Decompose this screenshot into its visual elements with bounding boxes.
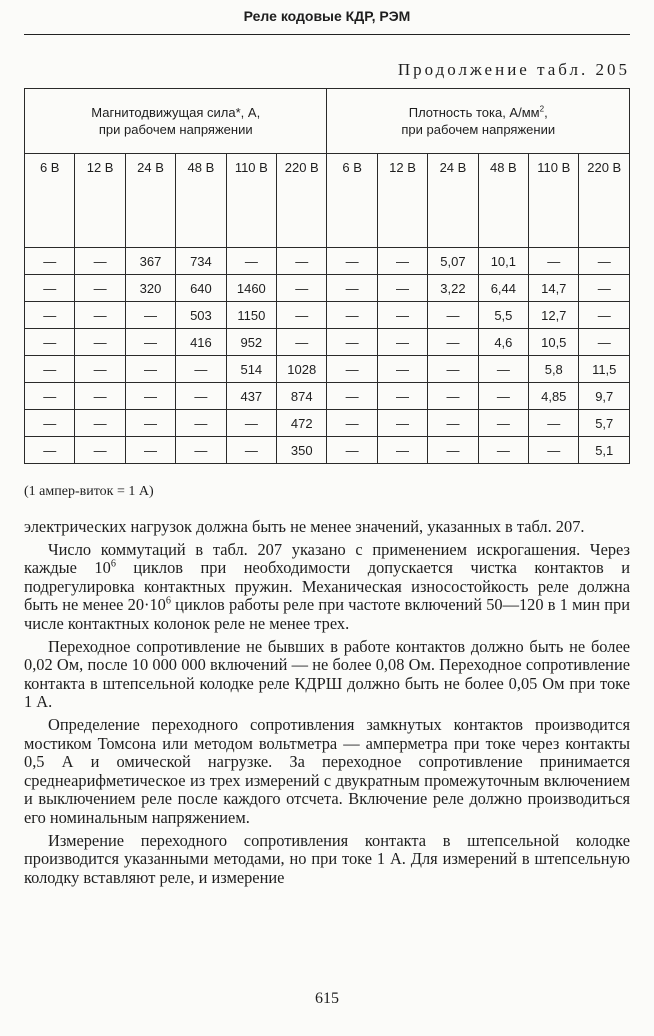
table-cell: 503 (176, 302, 226, 329)
table-cell: — (25, 356, 75, 383)
table-cell: 350 (277, 437, 327, 464)
paragraph-2-part-a: Число коммутаций в табл. 207 указано с применением искрогашения. Через каждые 10 (24, 539, 630, 578)
table-cell: — (75, 437, 125, 464)
table-cell: 1460 (226, 275, 276, 302)
table-cell: — (277, 248, 327, 275)
table-cell: — (478, 410, 528, 437)
table-cell: 5,7 (579, 410, 630, 437)
table-cell: 514 (226, 356, 276, 383)
table-cell: — (529, 248, 579, 275)
table-cell: 320 (125, 275, 175, 302)
table-cell: — (25, 248, 75, 275)
table-cell: — (75, 356, 125, 383)
data-table (24, 88, 630, 464)
table-cell: — (277, 329, 327, 356)
table-cell: — (327, 329, 377, 356)
table-cell: — (176, 437, 226, 464)
table-row (25, 437, 630, 464)
table-cell: 4,6 (478, 329, 528, 356)
table-cell: — (176, 356, 226, 383)
table-cell: — (428, 356, 478, 383)
group-header-mmf (25, 89, 327, 154)
table-cell: — (428, 329, 478, 356)
table-cell: 416 (176, 329, 226, 356)
table-cell: 472 (277, 410, 327, 437)
unit-header-cell: 24 В (125, 154, 175, 248)
table-cell: 3,22 (428, 275, 478, 302)
table-row (25, 248, 630, 275)
table-cell: — (377, 437, 427, 464)
table-cell: — (579, 302, 630, 329)
table-cell: — (377, 248, 427, 275)
table-cell: — (125, 383, 175, 410)
paragraph-3: Переходное сопротивление не бывших в работе контактов должно быть не более 0,02 Ом, после 10 000 000 включений — не более 0,08 Ом. Переходное сопротивление контакта в штепсельной колодке реле КДРШ должно быть не более 0,05 Ом при токе 1 А. (24, 636, 630, 712)
table-cell: — (75, 329, 125, 356)
table-cell: — (428, 383, 478, 410)
paragraph-2-sup-1: 6 (110, 558, 116, 570)
table-cell: — (25, 302, 75, 329)
body-text (24, 518, 630, 891)
table-cell: — (377, 329, 427, 356)
group-header-density-comma: , (544, 105, 548, 120)
table-cell: — (327, 410, 377, 437)
table-row (25, 356, 630, 383)
paragraph-2 (24, 541, 630, 634)
paragraph-2-sup-2: 6 (165, 595, 171, 607)
table-row (25, 383, 630, 410)
table-cell: — (75, 410, 125, 437)
table-cell: — (579, 275, 630, 302)
table-cell: 6,44 (478, 275, 528, 302)
table-row (25, 275, 630, 302)
table-cell: 5,5 (478, 302, 528, 329)
table-cell: 11,5 (579, 356, 630, 383)
table-cell: 9,7 (579, 383, 630, 410)
table-cell: 367 (125, 248, 175, 275)
table-cell: — (529, 410, 579, 437)
table-cell: — (327, 383, 377, 410)
unit-header-cell: 220 В (579, 154, 630, 248)
table-cell: — (377, 302, 427, 329)
group-header-density-sup: 2 (539, 104, 545, 114)
table-cell: — (377, 410, 427, 437)
table-cell: — (75, 248, 125, 275)
table-cell: — (25, 329, 75, 356)
group-header-current-density (327, 89, 630, 154)
unit-header-cell: 6 В (25, 154, 75, 248)
table-cell: — (226, 437, 276, 464)
table-cell: 952 (226, 329, 276, 356)
table-cell: — (277, 275, 327, 302)
table-cell: 734 (176, 248, 226, 275)
table-units-row (25, 154, 630, 248)
group-header-density-line2: при рабочем напряжении (401, 122, 556, 137)
table-cell: — (75, 383, 125, 410)
table-cell: — (125, 410, 175, 437)
table-cell: — (327, 302, 377, 329)
table-cell: — (226, 410, 276, 437)
table-cell: — (125, 329, 175, 356)
table-row (25, 302, 630, 329)
table-cell: 12,7 (529, 302, 579, 329)
unit-header-cell: 48 В (176, 154, 226, 248)
table-cell: 1028 (277, 356, 327, 383)
table-cell: — (529, 437, 579, 464)
unit-header-cell: 110 В (226, 154, 276, 248)
table-cell: — (579, 248, 630, 275)
table-cell: — (25, 383, 75, 410)
table-cell: — (125, 356, 175, 383)
table-cell: 14,7 (529, 275, 579, 302)
table-cell: — (327, 356, 377, 383)
table-cell: — (377, 275, 427, 302)
table-body (25, 248, 630, 464)
table-cell: — (327, 437, 377, 464)
running-head: Реле кодовые КДР, РЭМ (243, 8, 411, 24)
table-row (25, 329, 630, 356)
table-cell: — (277, 302, 327, 329)
table-cell: — (377, 383, 427, 410)
unit-header-cell: 110 В (529, 154, 579, 248)
paragraph-1: электрических нагрузок должна быть не менее значений, указанных в табл. 207. (24, 517, 585, 536)
table-cell: 10,5 (529, 329, 579, 356)
unit-header-cell: 220 В (277, 154, 327, 248)
table-cell: 1150 (226, 302, 276, 329)
paragraph-5: Измерение переходного сопротивления контакта в штепсельной колодке производится указанными методами, но при токе 1 А. Для измерений в штепсельную колодку вставляют реле, и измерение (24, 830, 630, 887)
table-cell: — (25, 437, 75, 464)
group-header-mmf-line2: при рабочем напряжении (98, 122, 253, 137)
table-cell: — (176, 410, 226, 437)
table-cell: — (125, 437, 175, 464)
table-cell: 5,8 (529, 356, 579, 383)
table-cell: 874 (277, 383, 327, 410)
unit-header-cell: 6 В (327, 154, 377, 248)
table-cell: — (75, 302, 125, 329)
table-cell: — (25, 275, 75, 302)
header-rule (24, 34, 630, 35)
table-cell: — (226, 248, 276, 275)
table-cell: — (579, 329, 630, 356)
table-cell: — (478, 383, 528, 410)
table-group-header-row (25, 89, 630, 154)
table-cell: — (176, 383, 226, 410)
unit-header-cell: 24 В (428, 154, 478, 248)
unit-header-cell: 12 В (75, 154, 125, 248)
table-cell: 640 (176, 275, 226, 302)
table-cell: — (428, 302, 478, 329)
table-continuation-label: Продолжение табл. 205 (397, 60, 630, 79)
table-cell: 437 (226, 383, 276, 410)
table-cell: — (125, 302, 175, 329)
page-number: 615 (315, 990, 339, 1007)
table-cell: — (478, 437, 528, 464)
group-header-mmf-line1: Магнитодвижущая сила*, А, (91, 105, 261, 120)
table-cell: — (25, 410, 75, 437)
unit-header-cell: 12 В (377, 154, 427, 248)
unit-header-cell: 48 В (478, 154, 528, 248)
table-cell: — (377, 356, 427, 383)
paragraph-2-part-b: циклов при необходимости допускается чистка контактов и подрегулировка контактных пружин. Механическая износостойкость реле должна быть не менее 20·10 (24, 558, 630, 615)
table-row (25, 410, 630, 437)
paragraph-2-part-c: циклов работы реле при частоте включений 50—120 в 1 мин при числе контактных колонок реле не менее трех. (24, 595, 630, 633)
table-cell: 10,1 (478, 248, 528, 275)
table-cell: 5,1 (579, 437, 630, 464)
table-cell: — (327, 248, 377, 275)
footnote: (1 ампер-виток = 1 А) (24, 484, 154, 499)
paragraph-4: Определение переходного сопротивления замкнутых контактов производится мостиком Томсона или методом вольтметра — амперметра при токе через контакты 0,5 А и омической нагрузке. За переходное сопротивление принимается среднеарифметическое из трех измерений с двукратным промежуточным включением и выключением реле после каждого отсчета. Включение реле должно производиться его номинальным напряжением. (24, 714, 630, 827)
table-cell: 5,07 (428, 248, 478, 275)
table-cell: — (428, 437, 478, 464)
table-cell: 4,85 (529, 383, 579, 410)
table-cell: — (75, 275, 125, 302)
table-cell: — (428, 410, 478, 437)
group-header-density-line1: Плотность тока, А/мм (408, 105, 540, 120)
table-cell: — (478, 356, 528, 383)
table-cell: — (327, 275, 377, 302)
